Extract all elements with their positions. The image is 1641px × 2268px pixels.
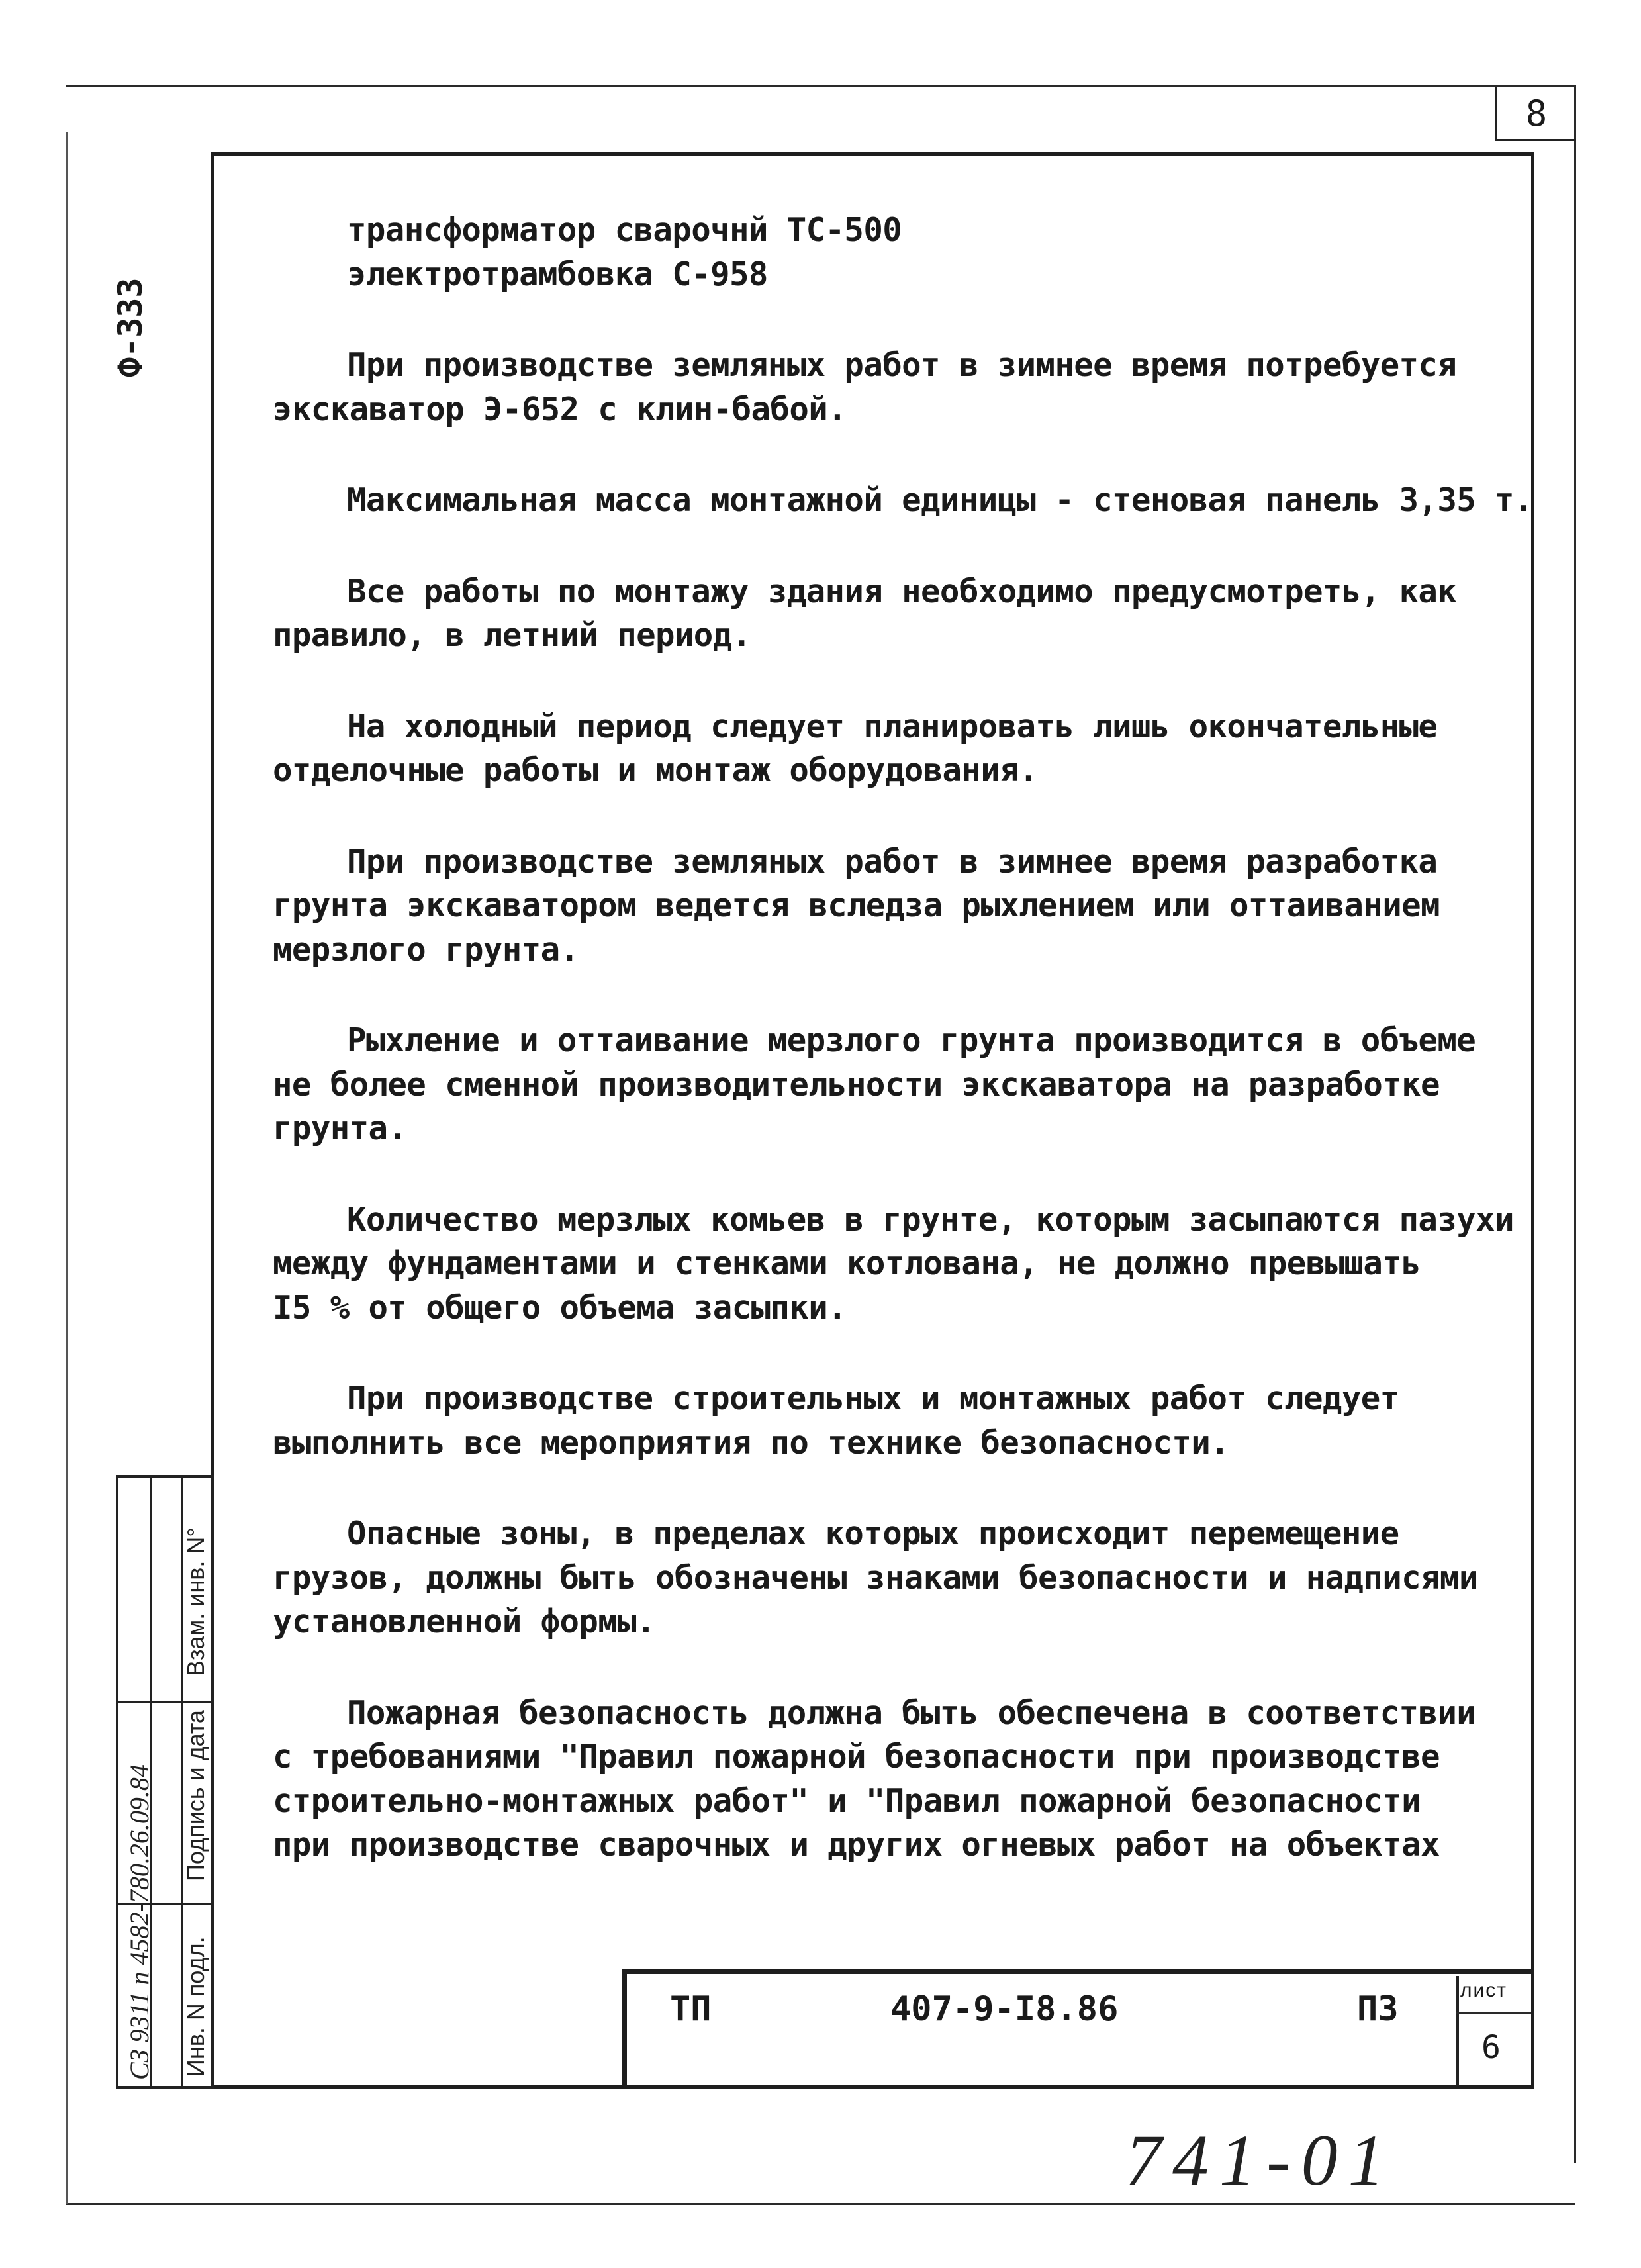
paragraph-line: Все работы по монтажу здания необходимо предусмотреть, как (347, 572, 1457, 610)
title-prefix: ТП (670, 1989, 712, 2029)
paragraph-line: Рыхление и оттаивание мерзлого грунта производится в объеме (347, 1021, 1476, 1059)
paragraph (273, 1691, 1517, 1867)
paragraph-line: Опасные зоны, в пределах которых происходит перемещение (347, 1515, 1399, 1552)
paragraph (273, 479, 1533, 523)
paragraph-line: грунта экскаватором ведется вследза рыхлением или оттаиванием (273, 886, 1440, 924)
sheet-number: 8 (1495, 87, 1576, 141)
paragraph-line: при производстве сварочных и других огневых работ на объектах (273, 1826, 1440, 1864)
paragraph-line: отделочные работы и монтаж оборудования. (273, 751, 1039, 789)
left-outer-line (66, 132, 68, 2204)
paragraph-line: грунта. (273, 1110, 407, 1147)
paragraph-line: При производстве строительных и монтажных работ следует (347, 1380, 1399, 1417)
paragraph-line: I5 % от общего объема засыпки. (273, 1288, 847, 1327)
paragraph (273, 344, 1517, 432)
paragraph (273, 1377, 1517, 1465)
paragraph (273, 1198, 1517, 1331)
paragraph (273, 1019, 1517, 1151)
archive-number: 741-01 (1125, 2120, 1395, 2200)
paragraph-line: правило, в летний период. (273, 616, 751, 654)
section-code: ПЗ (1357, 1989, 1399, 2029)
paragraph-line: с требованиями "Правил пожарной безопасности при производстве (273, 1738, 1440, 1775)
side-code: Ф-333 (111, 277, 150, 377)
sheet-value: 6 (1481, 2029, 1501, 2066)
stamp-vzam-inv: Взам. инв. N° (182, 1527, 209, 1676)
sheet-label: лист (1460, 1979, 1508, 2001)
paragraph-line: грузов, должны быть обозначены знаками безопасности и надписями (273, 1558, 1478, 1597)
paragraph-line: установленной формы. (273, 1603, 656, 1640)
paragraph-line: не более сменной производительности экскаватора на разработке (273, 1065, 1440, 1104)
paragraph-line: между фундаментами и стенками котлована, не должно превышать (273, 1245, 1421, 1282)
paragraph-line: мерзлого грунта. (273, 930, 579, 969)
paragraph-line: электротрамбовка С-958 (347, 255, 768, 293)
sheet-box-divider (1456, 2012, 1531, 2014)
paragraph-line: Количество мерзлых комьев в грунте, которым засыпаются пазухи (347, 1200, 1514, 1239)
paragraph (273, 705, 1517, 793)
document-code: 407-9-I8.86 (890, 1989, 1119, 2029)
title-block (622, 1969, 1534, 2089)
left-stamp (116, 1475, 214, 2089)
bottom-border-line (66, 2203, 1575, 2205)
stamp-handwritten-note: СЗ 9311 п 4582-780.26.09.84 (124, 1764, 154, 2080)
paragraph-line: строительно-монтажных работ" и "Правил пожарной безопасности (273, 1781, 1421, 1820)
paragraph-line: При производстве земляных работ в зимнее время разработка (347, 842, 1438, 880)
paragraph (273, 840, 1517, 972)
document-body (273, 209, 1533, 1914)
paragraph (273, 570, 1517, 658)
paragraph (273, 209, 1517, 297)
stamp-podpis-data: Подпись и дата (182, 1710, 209, 1881)
paragraph-line: Пожарная безопасность должна быть обеспечена в соответствии (347, 1693, 1476, 1732)
right-outer-line (1574, 85, 1576, 2163)
paragraph-line: экскаватор Э-652 с клин-бабой. (273, 390, 847, 428)
paragraph (273, 1512, 1517, 1644)
paragraph-line: трансформатор сварочнй ТС-500 (347, 211, 902, 249)
top-border-line (66, 85, 1575, 87)
paragraph-line: Максимальная масса монтажной единицы - стеновая панель 3,35 т. (347, 481, 1533, 519)
paragraph-line: выполнить все мероприятия по технике безопасности. (273, 1423, 1230, 1462)
paragraph-line: На холодный период следует планировать лишь окончательные (347, 707, 1438, 745)
stamp-inv-podl: Инв. N подл. (182, 1936, 209, 2077)
paragraph-line: При производстве земляных работ в зимнее время потребуется (347, 346, 1457, 384)
